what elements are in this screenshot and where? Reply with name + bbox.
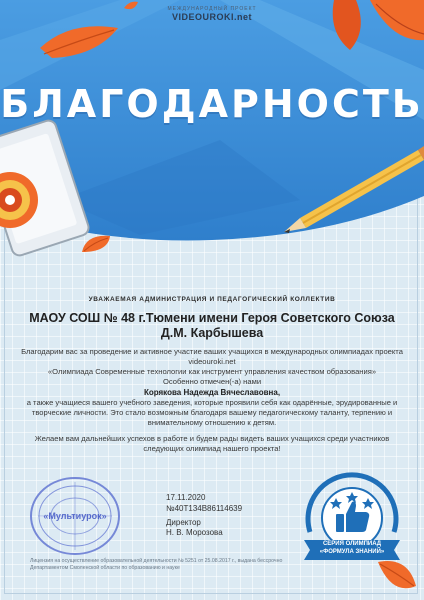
- brand-logo: [0, 6, 424, 22]
- paragraph-praise: а также учащиеся вашего учебного заведения, которые проявили себя как одарённые, эрудированные и творческие личности. Это стало возможным благодаря вашему педагогическому таланту, терпению и внимательному отношению к детям.: [26, 398, 398, 427]
- issue-date: 17.11.2020: [166, 493, 206, 502]
- document-number: №40Т134В86114639: [166, 504, 243, 513]
- brand-name: VIDEOUROKI.net: [171, 12, 252, 22]
- addressee-line: УВАЖАЕМАЯ АДМИНИСТРАЦИЯ И ПЕДАГОГИЧЕСКИЙ КОЛЛЕКТИВ: [88, 296, 336, 303]
- olympiad-name: «Олимпиада Современные технологии как инструмент управления качеством образования»: [47, 367, 377, 376]
- director-label: Директор: [166, 518, 201, 527]
- director-signature: [166, 518, 223, 538]
- certificate-title: БЛАГОДАРНОСТЬ: [0, 82, 424, 126]
- issue-info: [166, 492, 242, 514]
- stamp-seal: [28, 474, 122, 558]
- leaf-bottom-right: [372, 556, 418, 596]
- teacher-name: Корякова Надежда Вячеславовна,: [143, 388, 281, 397]
- stamp-text: «Мультиурок»: [43, 511, 107, 521]
- paragraph-wishes: Желаем вам дальнейших успехов в работе и будем рады видеть ваших учащихся среди участников следующих олимпиад нашего проекта!: [34, 434, 390, 453]
- badge-line-2: «ФОРМУЛА ЗНАНИЙ»: [319, 549, 385, 555]
- badge-line-1: СЕРИЯ ОЛИМПИАД: [322, 541, 382, 547]
- header-illustration: [0, 0, 424, 262]
- school-name: МАОУ СОШ № 48 г.Тюмени имени Героя Советского Союза Д.М. Карбышева: [29, 311, 395, 340]
- paragraph-thanks: Благодарим вас за проведение и активное участие ваших учащихся в международных олимпиадах проекта videouroki.net: [21, 347, 403, 366]
- leaf-middle-left: [80, 232, 114, 256]
- certificate-body: [20, 296, 404, 454]
- director-name: Н. В. Морозова: [166, 528, 223, 537]
- license-text: Лицензия на осуществление образовательной деятельности № 5251 от 25.08.2017 г., выдана бессрочно Департаментом Смоленской области по образованию и науке: [30, 558, 283, 571]
- noted-label: Особенно отмечен(-а) нами: [162, 377, 262, 386]
- brand-subtitle: МЕЖДУНАРОДНЫЙ ПРОЕКТ: [167, 6, 257, 12]
